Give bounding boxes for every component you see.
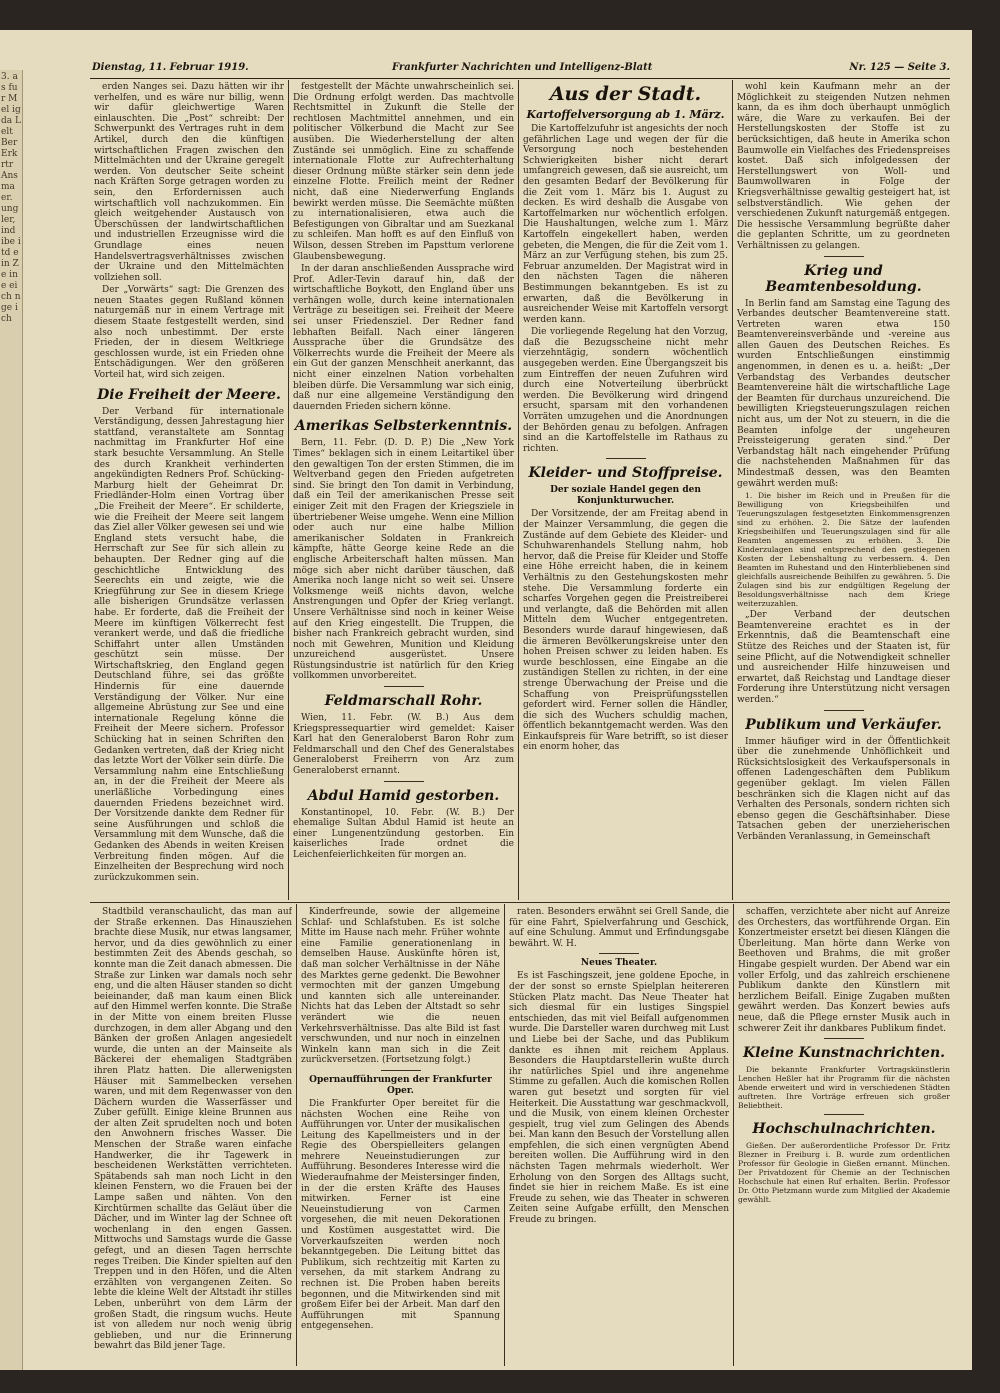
article-heading: Abdul Hamid gestorben. (307, 787, 500, 804)
divider (381, 1070, 421, 1071)
article-heading: Opernaufführungen der Frankfurter Oper. (309, 1074, 492, 1096)
header-page-number: Nr. 125 — Seite 3. (849, 62, 950, 73)
article-text: In Berlin fand am Samstag eine Tagung des Verbandes deutscher Beamtenvereine statt. Vertreten waren etwa 150 Beamtenvereinsverbände und -vereine aus allen Gauen des Deutschen Reiches. Es wurden Entschließungen einstimmig angenommen, in denen es u. a. heißt: „Der Verbandstag des Verbandes deutscher Beamtenvereine hält die wirtschaftliche Lage der Beamten für durchaus unzureichend. Die bewilligten Kriegsteuerungszulagen reichen nicht aus, um der Not zu steuern, in die die Beamten infolge der ungeheuren Preissteigerung geraten sind.“ Der Verbandstag hält nach eingehender Prüfung die nachstehenden Maßnahmen für das Mindestmaß dessen, was den Beamten gewährt werden muß: (737, 298, 950, 489)
header-title: Frankfurter Nachrichten und Intelligenz-Blatt (392, 62, 653, 73)
article-text: Der Vorsitzende, der am Freitag abend in der Mainzer Versammlung, die gegen die Zustände auf dem Gebiete des Kleider- und Schuhwarenhandels Stellung nahm, hob hervor, daß die Preise für Kleider und Stoffe eine Höhe erreicht haben, die in keinem Verhältnis zu den Gestehungskosten mehr stehe. Die Versammlung forderte ein scharfes Vorgehen gegen die Preistreiberei und verlangte, daß die Behörden mit allen Mitteln dem Wucher entgegentreten. Besonders wurde darauf hingewiesen, daß die ärmeren Bevölkerungskreise unter den hohen Preisen schwer zu leiden haben. Es wurde beschlossen, eine Eingabe an die zuständigen Stellen zu richten, in der eine strenge Überwachung der Preise und die Schaffung von Preisprüfungsstellen gefordert wird. Ferner sollen die Händler, die sich des Wuchers schuldig machen, öffentlich bekanntgemacht werden. Was den Einkaufspreis für Ware betrifft, so ist dieser ein enorm hoher, das (523, 509, 728, 753)
column-3 (523, 82, 728, 900)
article-heading: Hochschulnachrichten. (752, 1121, 936, 1138)
left-page-edge (0, 70, 23, 1370)
feuilleton-text: Kinderfreunde, sowie der allgemeine Schlaf- und Schlafstuben. Es ist solche Mitte im Hause nach mehr. Früher wohnte eine Familie generationenlang in demselben Hause. Auskünfte hören ist, daß man solcher Verhältnisse in der Nähe des Marktes gerne gedenkt. Die Bewohner vermochten mit der ganzen Umgebung und kannten sich alle untereinander. Nichts hat das Leben der Altstadt so sehr verändert wie die neuen Verkehrsverhältnisse. Das alte Bild ist fast verschwunden, und nur noch in einzelnen Winkeln kann man sich in die Zeit zurückversetzen. (Fortsetzung folgt.) (301, 907, 500, 1066)
column-1 (94, 82, 284, 900)
divider (606, 458, 646, 459)
bottom-column-1 (94, 907, 292, 1365)
column-divider (732, 80, 733, 900)
article-heading: Neues Theater. (580, 958, 658, 969)
divider (824, 256, 864, 257)
page-header (92, 60, 950, 80)
article-text: Konstantinopel, 10. Febr. (W. B.) Der ehemalige Sultan Abdul Hamid ist heute an einer Lungenentzündung gestorben. Ein kaiserliches Irade ordnet die Leichenfeierlichkeiten für morgen an. (293, 807, 514, 860)
feuilleton-text: Stadtbild veranschaulicht, das man auf der Straße erkennen. Das Hinausziehen brachte diese Musik, nur etwas langsamer, hervor, und da dies gewöhnlich zu einer bestimmten Zeit des Abends geschah, so konnte man die Zeit danach abmessen. Die Straße zur Linken war damals noch sehr eng, und die alten Häuser standen so dicht beieinander, daß man kaum einen Blick auf den Himmel werfen konnte. Die Straße in der Mitte von einem breiten Flusse durchzogen, in dem aller Abgang und den Bänken der großen Anlagen angesiedelt wurde, die unten an der Mainseite als Bäckerei der ehemaligen Stadtgräben ihren Platz hatten. Die allerwenigsten Häuser mit Sammelbecken versehen waren, und mit dem Regenwasser von den Dächern wurden die Wasserfässer und Zuber gefüllt. Einige kleine Brunnen aus der alten Zeit sprudelten noch und boten den Anwohnern frisches Wasser. Die Menschen der Straße waren einfache Handwerker, die ihr Tagewerk in bescheidenen Werkstätten verrichteten. Spätabends sah man noch Licht in den kleinen Fenstern, wo die Frauen bei der Lampe saßen und nähten. Von den Kirchtürmen schallte das Geläut über die Dächer, und im Winter lag der Schnee oft wochenlang in den engen Gassen. Mittwochs und Samstags wurde die Gasse gefegt, und an diesen Tagen herrschte reges Treiben. Die Kinder spielten auf den Treppen und in den Höfen, und die Alten erzählten von vergangenen Zeiten. So lebte die kleine Welt der Altstadt ihr stilles Leben, unberührt von dem Lärm der großen Stadt, die ringsum wuchs. Heute ist von alledem nur noch wenig übrig geblieben, und nur die Erinnerung bewahrt das Bild jener Tage. (94, 907, 292, 1352)
divider (824, 1114, 864, 1115)
bottom-column-3 (509, 907, 729, 1365)
column-divider (518, 80, 519, 900)
column-2 (293, 82, 514, 900)
article-text: schaffen, verzichtete aber nicht auf Anreize des Orchesters, das wortführende Organ. Ein Konzertmeister ersetzt bei diesen Klängen die Überleitung. Man hörte dann Werke von Beethoven und Brahms, die mit großer Hingabe gespielt wurden. Der Abend war ein voller Erfolg, und das zahlreich erschienene Publikum dankte den Künstlern mit herzlichem Beifall. Einige Zugaben mußten gewährt werden. Das Konzert bewies aufs neue, daß die Pflege ernster Musik auch in schwerer Zeit ihr dankbares Publikum findet. (738, 907, 950, 1034)
column-divider (504, 904, 505, 1366)
article-text: Wien, 11. Febr. (W. B.) Aus dem Kriegspressequartier wird gemeldet: Kaiser Karl hat den Generaloberst Baron Rohr zum Feldmarschall und den Chef des Generalstabes Generaloberst Freiherrn von Arz zum Generaloberst ernannt. (293, 713, 514, 777)
divider (599, 953, 639, 954)
divider (824, 1038, 864, 1039)
article-text: Der Verband für internationale Verständigung, dessen Jahrestagung hier stattfand, veranstaltete am Sonntag nachmittag im Frankfurter Hof eine stark besuchte Versammlung. An Stelle des durch Krankheit verhinderten angekündigten Redners Prof. Schücking-Marburg hielt der Geheimrat Dr. Friedländer-Holm einen Vortrag über „Die Freiheit der Meere“. Er schilderte, wie die Freiheit der Meere seit langem das Ziel aller Völker gewesen sei und wie England stets versucht habe, die Herrschaft zur See für sich allein zu behaupten. Der Redner ging auf die geschichtliche Entwicklung des Seerechts ein und zeigte, wie die Kriegführung zur See in diesem Kriege alle bisherigen Grundsätze verlassen habe. Er forderte, daß die Freiheit der Meere im künftigen Völkerrecht fest verankert werde, und daß die friedliche Schiffahrt unter allen Umständen geschützt sein müsse. Der Wirtschaftskrieg, den England gegen Deutschland führe, sei das größte Hindernis für eine dauernde Verständigung der Völker. Nur eine allgemeine Abrüstung zur See und eine internationale Regelung könne die Freiheit der Meere sichern. Professor Schücking hat in seinen Schriften den Gedanken vertreten, daß der Krieg nicht das letzte Wort der Völker sein dürfe. Die Versammlung nahm eine Entschließung an, in der die Freiheit der Meere als unerläßliche Vorbedingung eines dauernden Friedens bezeichnet wird. Der Vorsitzende dankte dem Redner für seine Ausführungen und schloß die Versammlung mit dem Wunsche, daß die Gedanken des Abends in weiten Kreisen Verbreitung finden mögen. Auf die Einzelheiten der Besprechung wird noch zurückzukommen sein. (94, 406, 284, 883)
bottom-column-4 (738, 907, 950, 1365)
left-page-edge-text: 3. as fur Mel ig da Lelt Ber Erk rtr Ans ma er. ung ler, ind ibe itd ein Ze ine eich nge ich (1, 72, 21, 324)
section-heading: Aus der Stadt. (549, 83, 702, 105)
article-heading: Kartoffelversorgung ab 1. März. (526, 108, 725, 121)
article-text: Es ist Faschingszeit, jene goldene Epoche, in der der sonst so ernste Spielplan heitereren Stücken Platz macht. Das Neue Theater hat sich diesmal für ein lustiges Singspiel entschieden, das mit viel Beifall aufgenommen wurde. Die Darsteller waren durchweg mit Lust und Liebe bei der Sache, und das Publikum dankte es ihnen mit reichem Applaus. Besonders die Hauptdarstellerin wußte durch ihr natürliches Spiel und ihre angenehme Stimme zu gefallen. Auch die komischen Rollen waren gut besetzt und sorgten für viel Heiterkeit. Die Ausstattung war geschmackvoll, und die Musik, von einem kleinen Orchester gespielt, trug viel zum Gelingen des Abends bei. Man kann den Besuch der Vorstellung allen empfehlen, die sich einen vergnügten Abend bereiten wollen. Die Aufführung wird in den nächsten Tagen mehrmals wiederholt. Wer Erholung von den Sorgen des Alltags sucht, findet sie hier in reichem Maße. Es ist eine Freude zu sehen, wie das Theater in schweren Zeiten seine Aufgabe erfüllt, den Menschen Freude zu bringen. (509, 971, 729, 1226)
article-text: erden Nanges sei. Dazu hätten wir ihr verhelfen, und es wäre nur billig, wenn wir dafür gleichwertige Waren einlauschten. Die „Post“ schreibt: Der Schwerpunkt des Vertrages ruht in dem Artikel, durch den die künftigen wirtschaftlichen Fragen zwischen den Mittelmächten und der Ukraine geregelt werden. Von deutscher Seite scheint nach Kräften Sorge getragen worden zu sein, den Erfordernissen auch wirtschaftlich voll nachzukommen. Ein gleich weitgehender Austausch von Überschüssen der landwirtschaftlichen und industriellen Erzeugnisse wird die Grundlage eines neuen Handelsvertragsverhältnisses zwischen der Ukraine und den Mittelmächten vollziehen soll. (94, 82, 284, 283)
article-text: Bern, 11. Febr. (D. D. P.) Die „New York Times“ beklagen sich in einem Leitartikel über den gewaltigen Ton der ersten Stimmen, die im Weltverband gegen den Frieden aufgetreten sind. Sie bringt den Ton damit in Verbindung, daß ein Teil der amerikanischen Presse seit einiger Zeit mit den Fragen der Kriegsziele in übertriebener Weise umgehe. Wenn eine Million oder auch nur eine halbe Million amerikanischer Soldaten in Frankreich kämpfte, hätte George keine Rede an die englische Arbeiterschaft halten müssen. Man möge sich aber nicht darüber täuschen, daß Amerika noch lange nicht so weit sei. Unsere Volksmenge weiß nichts davon, welche Anstrengungen und Opfer der Krieg verlangt. Unsere Verhältnisse sind noch in keiner Weise auf den Krieg eingestellt. Die Truppen, die bisher nach Frankreich gebracht wurden, sind noch mit Gewehren, Munition und Kleidung unzureichend ausgerüstet. Unsere Rüstungsindustrie ist natürlich für den Krieg vollkommen unvorbereitet. (293, 438, 514, 682)
article-text: Gießen. Der außerordentliche Professor Dr. Fritz Blezner in Freiburg i. B. wurde zum ordentlichen Professor für Geologie in Gießen ernannt. München. Der Privatdozent für Chemie an der Technischen Hochschule hat einen Ruf erhalten. Berlin. Professor Dr. Otto Pietzmann wurde zum Mitglied der Akademie gewählt. (738, 1141, 950, 1205)
article-text: In der daran anschließenden Aussprache wird Prof. Adler-Tevin darauf hin, daß der wirtschaftliche Boykott, den England über uns verhängen wolle, durch keine internationalen Verträge zu beseitigen sei. Freiheit der Meere sei unser Friedensziel. Der Redner fand lebhaften Beifall. Nach einer längeren Aussprache über die Grundsätze des Völkerrechts wurde die Freiheit der Meere als ein Gut der ganzen Menschheit anerkannt, das nicht einer einzelnen Nation vorbehalten bleiben dürfe. Die Versammlung war sich einig, daß nur eine allgemeine Verständigung den dauernden Frieden sichern könne. (293, 264, 514, 412)
article-text: Die vorliegende Regelung hat den Vorzug, daß die Bezugsscheine nicht mehr vierzehntägig, sondern wöchentlich ausgegeben werden. Eine Übergangszeit bis zum Eintreffen der neuen Zufuhren wird durch eine Notverteilung überbrückt werden. Die Bevölkerung wird dringend ersucht, sparsam mit den vorhandenen Vorräten umzugehen und die Anordnungen der Behörden genau zu befolgen. Anfragen sind an die Kartoffelstelle im Rathaus zu richten. (523, 327, 728, 454)
article-heading: Die Freiheit der Meere. (97, 386, 281, 403)
article-text: „Der Verband der deutschen Beamtenvereine erachtet es in der Erkenntnis, daß die Beamtenschaft eine Stütze des Reiches und der Staaten ist, für seine Pflicht, auf die Notwendigkeit schneller und ausreichender Hilfe hinzuweisen und erwartet, daß Reichstag und Landtage dieser Forderung ihre Unterstützung nicht versagen werden.“ (737, 610, 950, 705)
column-divider (296, 904, 297, 1366)
article-heading: Kleider- und Stoffpreise. (528, 465, 723, 482)
section-divider (90, 902, 950, 903)
article-heading: Amerikas Selbsterkenntnis. (294, 418, 513, 435)
article-heading: Feldmarschall Rohr. (324, 693, 483, 710)
bottom-column-2 (301, 907, 500, 1365)
column-divider (733, 904, 734, 1366)
article-text: wohl kein Kaufmann mehr an der Möglichkeit zu steigenden Nutzen nehmen kann, da es ihm doch überhaupt unmöglich wäre, die Ware zu verkaufen. Bei der Herstellungskosten der Stoffe ist zu berücksichtigen, daß heute in Amerika schon Baumwolle ein Vielfaches des Friedenspreises kostet. Daß sich infolgedessen der Herstellungswert von Woll- und Baumwollwaren in Folge der Kriegsverhältnisse gewaltig gesteigert hat, ist selbstverständlich. Wie gehen der verschiedenen Zukunft naturgemäß entgegen. Die hessische Versammlung begrüßte daher die geplanten Schritte, um zu geordneten Verhältnissen zu gelangen. (737, 82, 950, 251)
article-heading: Kleine Kunstnachrichten. (742, 1045, 945, 1062)
article-text: Die Kartoffelzufuhr ist angesichts der noch gefährlichen Lage und wegen der für die Versorgung noch bestehenden Schwierigkeiten bisher nicht derart umfangreich gewesen, daß sie ausreicht, um den gesamten Bedarf der Bevölkerung für die Zeit vom 1. März bis 1. August zu decken. Es wird deshalb die Ausgabe von Kartoffelmarken nur wöchentlich erfolgen. Die Haushaltungen, welche zum 1. März Kartoffeln eingekellert haben, werden gebeten, die Mengen, die für die Zeit vom 1. März an zur Verfügung stehen, bis zum 25. Februar anzumelden. Der Magistrat wird in den nächsten Tagen die näheren Bestimmungen bekanntgeben. Es ist zu erwarten, daß die Bevölkerung in ausreichender Weise mit Kartoffeln versorgt werden kann. (523, 124, 728, 325)
header-rule (90, 78, 950, 79)
article-text: raten. Besonders erwähnt sei Grell Sande, die für eine Fahrt, Spielverfahrung und Geschick, auf eine Schulung. Ammut und Erfindungsgabe bewährt. W. H. (509, 907, 729, 949)
column-divider (288, 80, 289, 900)
column-4 (737, 82, 950, 900)
article-heading: Publikum und Verkäufer. (745, 716, 942, 733)
article-text: Immer häufiger wird in der Öffentlichkeit über die zunehmende Unhöflichkeit und Rücksichtslosigkeit des Verkaufspersonals in offenen Ladengeschäften dem Publikum gegenüber geklagt. Im vielen Fällen beschränken sich die Klagen nicht auf das Verhalten des Personals, sondern richten sich ebenso gegen die Geschäftsinhaber. Diese Tatsachen geben der unerzieherischen Verbänden Veranlassung, in Gemeinschaft (737, 736, 950, 842)
article-heading: Krieg und Beamtenbesoldung. (765, 262, 922, 295)
newspaper-page (0, 30, 972, 1370)
article-list: 1. Die bisher im Reich und in Preußen für die Bewilligung von Kriegsbeihilfen und Teuerungszulagen festgesetzten Einkommensgrenzen sind zu erhöhen. 2. Die Sätze der laufenden Kriegsbeihilfen und Teuerungszulagen sind für alle Beamten angemessen zu erhöhen. 3. Die Kinderzulagen sind entsprechend den gestiegenen Kosten der Lebenshaltung zu verbessern. 4. Den Beamten im Ruhestand und den Hinterbliebenen sind gleichfalls ausreichende Beihilfen zu gewähren. 5. Die Zulagen sind bis zur endgültigen Regelung der Besoldungsverhältnisse nach dem Kriege weiterzuzahlen. (737, 491, 950, 609)
header-date: Dienstag, 11. Februar 1919. (92, 62, 249, 73)
article-text: festgestellt der Mächte unwahrscheinlich sei. Die Ordnung erfolgt werden. Das machtvolle Rechtsmittel in Zukunft die Stelle der rechtlosen Machtmittel annehmen, und ein politischer Völkerbund die Macht zur See ausüben. Die Wiederherstellung der alten Zustände sei unmöglich. Eine zu schaffende internationale Flotte zur Aufrechterhaltung dieser Ordnung müßte stärker sein denn jede einzelne Flotte. Freilich meint der Redner nicht, daß eine Niederwerfung Englands bewirkt werden müsse. Die Seemächte müßten zu internationalisieren, etwa auch die Befestigungen von Gibraltar und am Suezkanal zu schleifen. Man hofft es auf den Einfluß von Wilson, dessen Streben im Papsttum verlorene Glaubensbewegung. (293, 82, 514, 262)
article-subheading: Der soziale Handel gegen den Konjunkturwucher. (550, 485, 701, 507)
article-text: Die bekannte Frankfurter Vortragskünstlerin Lenchen Heßler hat ihr Programm für die nächsten Abende erweitert und wird in verschiedenen Städten auftreten. Ihre Vorträge erfreuen sich großer Beliebtheit. (738, 1065, 950, 1111)
divider (384, 781, 424, 782)
divider (824, 710, 864, 711)
article-text: Die Frankfurter Oper bereitet für die nächsten Wochen eine Reihe von Aufführungen vor. Unter der musikalischen Leitung des Kapellmeisters und in der Regie des Oberspielleiters gelangen mehrere Neueinstudierungen zur Aufführung. Besonderes Interesse wird die Wiederaufnahme der Meistersinger finden, in der die ersten Kräfte des Hauses mitwirken. Ferner ist eine Neueinstudierung von Carmen vorgesehen, die mit neuen Dekorationen und Kostümen ausgestattet wird. Die Vorverkaufszeiten werden noch bekanntgegeben. Die Leitung bittet das Publikum, sich rechtzeitig mit Karten zu versehen, da mit starkem Andrang zu rechnen ist. Die Proben haben bereits begonnen, und die Mitwirkenden sind mit großem Eifer bei der Arbeit. Man darf den Aufführungen mit Spannung entgegensehen. (301, 1098, 500, 1332)
divider (384, 686, 424, 687)
article-text: Der „Vorwärts“ sagt: Die Grenzen des neuen Staates gegen Rußland können naturgemäß nur in einem Vertrage mit diesem Staate festgestellt werden, sind also noch unbestimmt. Der erste Frieden, der in diesem Weltkriege geschlossen wurde, ist ein Frieden ohne Entschädigungen. Wer den größeren Vorteil hat, wird sich zeigen. (94, 285, 284, 381)
